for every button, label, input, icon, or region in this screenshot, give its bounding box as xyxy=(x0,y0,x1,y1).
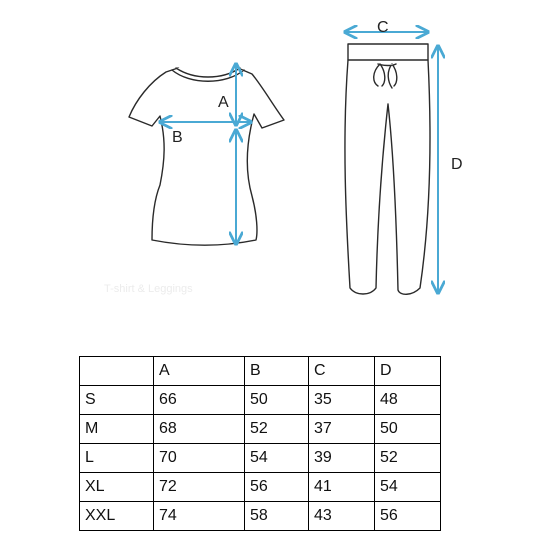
table-cell: 39 xyxy=(309,444,375,473)
tshirt-outline xyxy=(129,68,284,245)
leggings-outline xyxy=(345,44,430,294)
table-row xyxy=(80,473,441,502)
label-c: C xyxy=(377,19,389,36)
table-cell: 35 xyxy=(309,386,375,415)
table-cell: 72 xyxy=(154,473,245,502)
table-cell: 43 xyxy=(309,502,375,531)
table-row xyxy=(80,415,441,444)
table-row-header-cell xyxy=(80,357,154,386)
table-cell: 50 xyxy=(245,386,309,415)
table-cell: 52 xyxy=(375,444,441,473)
table-cell: 41 xyxy=(309,473,375,502)
table-row-header-cell: M xyxy=(80,415,154,444)
table-cell: C xyxy=(309,357,375,386)
table-cell: B xyxy=(245,357,309,386)
watermark: T-shirt & Leggings xyxy=(104,283,193,295)
table-cell: 70 xyxy=(154,444,245,473)
table-cell: 52 xyxy=(245,415,309,444)
table-cell: 58 xyxy=(245,502,309,531)
table-cell: 66 xyxy=(154,386,245,415)
table-cell: 50 xyxy=(375,415,441,444)
table-row xyxy=(80,502,441,531)
table-row-header-cell: S xyxy=(80,386,154,415)
table-cell: 48 xyxy=(375,386,441,415)
label-a: A xyxy=(218,94,229,111)
table-row-header-cell: L xyxy=(80,444,154,473)
table-row-header-cell: XL xyxy=(80,473,154,502)
table-row-header-cell: XXL xyxy=(80,502,154,531)
table-cell: 74 xyxy=(154,502,245,531)
label-b: B xyxy=(172,129,183,146)
table-cell: 68 xyxy=(154,415,245,444)
table-cell: D xyxy=(375,357,441,386)
table-cell: 56 xyxy=(375,502,441,531)
table-cell: 54 xyxy=(245,444,309,473)
table-row xyxy=(80,444,441,473)
table-cell: 54 xyxy=(375,473,441,502)
table-header-row xyxy=(80,357,441,386)
table-cell: A xyxy=(154,357,245,386)
table-cell: 37 xyxy=(309,415,375,444)
table-row xyxy=(80,386,441,415)
table-cell: 56 xyxy=(245,473,309,502)
size-chart-table xyxy=(79,356,441,531)
label-d: D xyxy=(451,156,463,173)
